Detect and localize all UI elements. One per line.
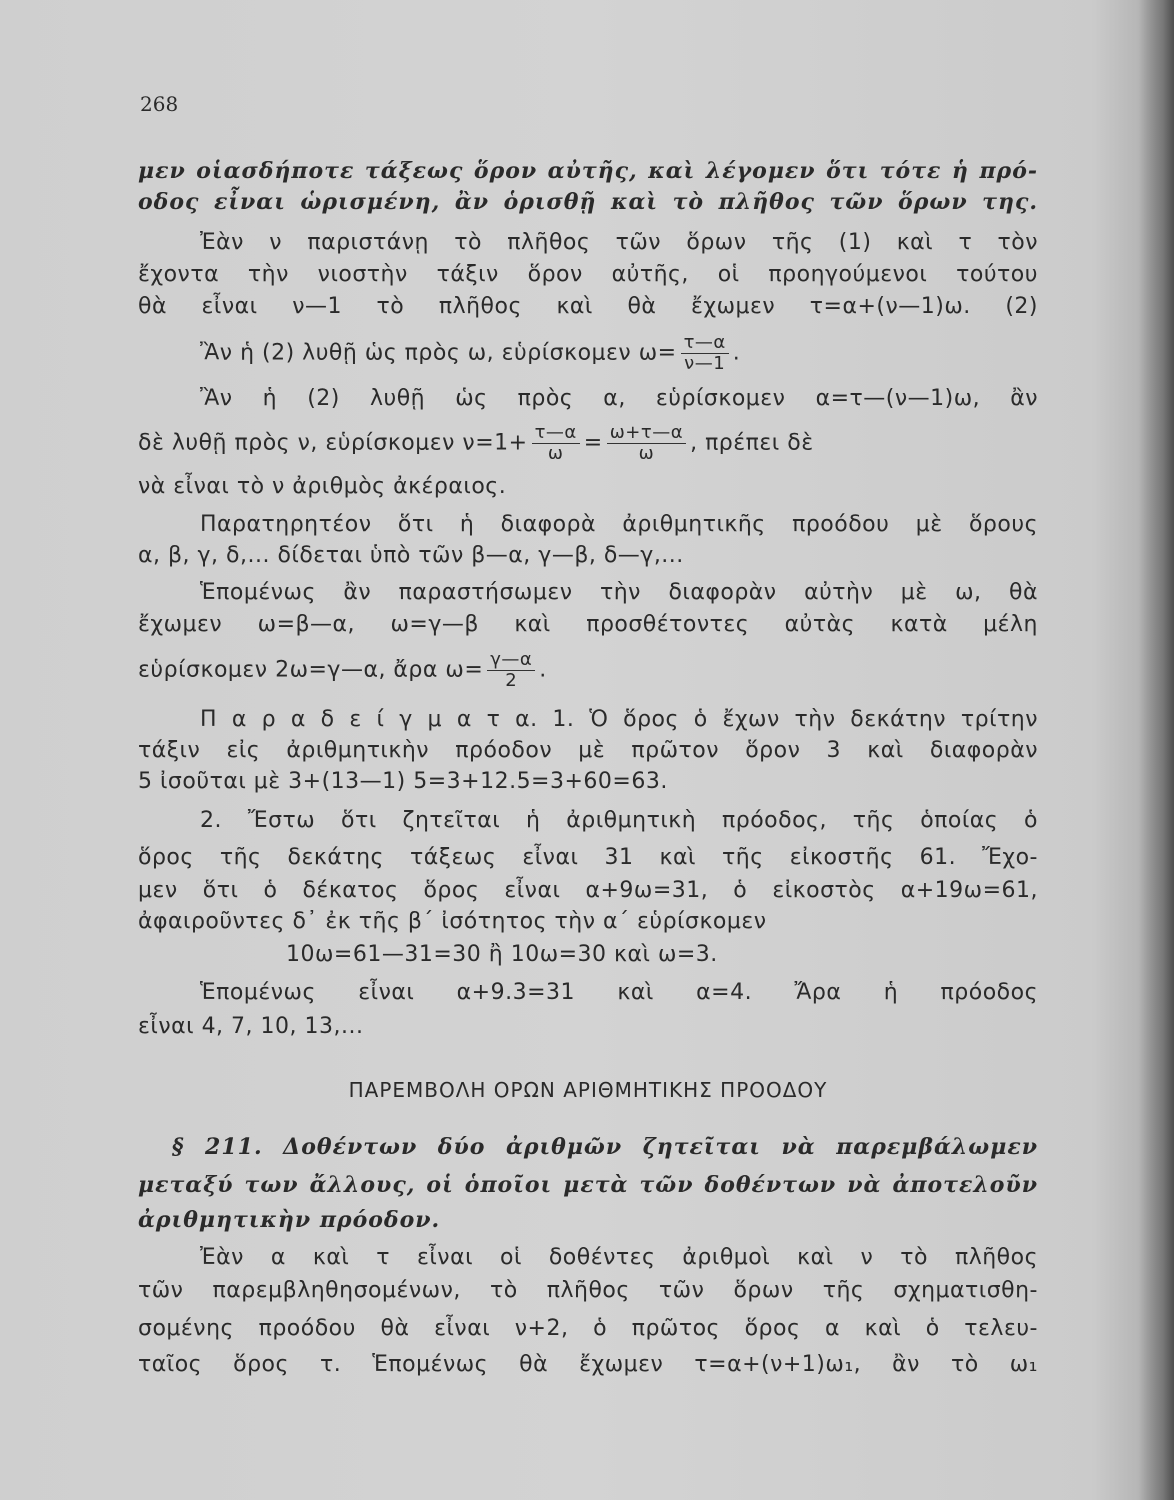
- text-line: οδος εἶναι ὡρισμένη, ἂν ὁρισθῇ καὶ τὸ πλῆθος τῶν ὅρων της.: [138, 189, 1038, 215]
- text-line: ἔχοντα τὴν νιοστὴν τάξιν ὅρον αὐτῆς, οἱ προηγούμενοι τούτου: [138, 262, 1038, 287]
- punctuation: .: [539, 657, 547, 683]
- fraction: [487, 650, 535, 691]
- fraction-numerator: τ—α: [532, 423, 580, 444]
- fraction-numerator: γ—α: [487, 650, 535, 671]
- text-line: εἶναι 4, 7, 10, 13,...: [138, 1014, 364, 1039]
- text-line: θὰ εἶναι ν—1 τὸ πλῆθος καὶ θὰ ἔχωμεν τ=α+(ν—1)ω. (2): [138, 294, 1038, 319]
- fraction-denominator: ν—1: [684, 353, 726, 374]
- text-line: ἀφαιροῦντες δ᾿ ἐκ τῆς β΄ ἰσότητος τὴν α΄ εὑρίσκομεν: [138, 909, 767, 934]
- text-line: Ἂν ἡ (2) λυθῇ ὡς πρὸς α, εὑρίσκομεν α=τ—(ν—1)ω, ἂν: [200, 386, 1038, 411]
- text-segment: εὑρίσκομεν 2ω=γ—α, ἄρα ω=: [138, 657, 484, 683]
- text-line: 2. Ἔστω ὅτι ζητεῖται ἡ ἀριθμητικὴ πρόοδος, τῆς ὁποίας ὁ: [200, 808, 1038, 833]
- text-line: α, β, γ, δ,... δίδεται ὑπὸ τῶν β—α, γ—β, δ—γ,...: [138, 543, 684, 568]
- page-number: 268: [140, 92, 179, 116]
- fraction: [532, 423, 580, 464]
- text-line: 10ω=61—31=30 ἢ 10ω=30 καὶ ω=3.: [286, 942, 718, 967]
- text-line: 5 ἰσοῦται μὲ 3+(13—1) 5=3+12.5=3+60=63.: [138, 769, 668, 794]
- text-segment: , πρέπει δὲ: [690, 430, 814, 456]
- text-line: Ἑπομένως εἶναι α+9.3=31 καὶ α=4. Ἄρα ἡ πρόοδος: [200, 980, 1038, 1005]
- text-line: ἔχωμεν ω=β—α, ω=γ—β καὶ προσθέτοντες αὐτὰς κατὰ μέλη: [138, 612, 1038, 637]
- fraction: [681, 333, 729, 374]
- text-line: Παρατηρητέον ὅτι ἡ διαφορὰ ἀριθμητικῆς προόδου μὲ ὅρους: [200, 512, 1038, 537]
- text-segment: δὲ λυθῇ πρὸς ν, εὑρίσκομεν ν=1+: [138, 430, 528, 456]
- theorem-line: § 211. Δοθέντων δύο ἀριθμῶν ζητεῖται νὰ παρεμβάλωμεν: [172, 1134, 1038, 1160]
- text-line: ταῖος ὅρος τ. Ἑπομένως θὰ ἔχωμεν τ=α+(ν+1)ω₁, ἂν τὸ ω₁: [138, 1352, 1038, 1377]
- text-line: [200, 333, 1038, 374]
- text-line: μεν ὅτι ὁ δέκατος ὅρος εἶναι α+9ω=31, ὁ εἰκοστὸς α+19ω=61,: [138, 878, 1038, 903]
- text-line: νὰ εἶναι τὸ ν ἀριθμὸς ἀκέραιος.: [138, 474, 507, 499]
- text-line: Ἑπομένως ἂν παραστήσωμεν τὴν διαφορὰν αὐτὴν μὲ ω, θὰ: [200, 580, 1038, 605]
- fraction-numerator: ω+τ—α: [607, 423, 686, 444]
- theorem-line: μεταξύ των ἄλλους, οἱ ὁποῖοι μετὰ τῶν δοθέντων νὰ ἀποτελοῦν: [138, 1172, 1038, 1198]
- fraction-denominator: 2: [505, 670, 518, 691]
- punctuation: .: [732, 340, 741, 366]
- text-line: μεν οἱασδήποτε τάξεως ὅρον αὐτῆς, καὶ λέγομεν ὅτι τότε ἡ πρό-: [138, 158, 1038, 184]
- theorem-line: ἀριθμητικὴν πρόοδον.: [138, 1207, 441, 1233]
- text-line: τῶν παρεμβληθησομένων, τὸ πλῆθος τῶν ὅρων τῆς σχηματισθη-: [138, 1278, 1038, 1303]
- fraction-numerator: τ—α: [681, 333, 729, 354]
- text-line: Π α ρ α δ ε ί γ μ α τ α. 1. Ὁ ὅρος ὁ ἔχων τὴν δεκάτην τρίτην: [200, 707, 1038, 732]
- text-line: Ἐὰν ν παριστάνῃ τὸ πλῆθος τῶν ὅρων τῆς (1) καὶ τ τὸν: [200, 230, 1038, 255]
- fraction-denominator: ω: [547, 443, 564, 464]
- text-line: ὅρος τῆς δεκάτης τάξεως εἶναι 31 καὶ τῆς εἰκοστῆς 61. Ἔχο-: [138, 845, 1038, 870]
- fraction: [607, 423, 686, 464]
- text-line: [138, 423, 1038, 464]
- text-line: [138, 650, 1038, 691]
- equals-sign: =: [583, 430, 603, 456]
- text-line: σομένης προόδου θὰ εἶναι ν+2, ὁ πρῶτος ὅρος α καὶ ὁ τελευ-: [138, 1316, 1038, 1341]
- fraction-denominator: ω: [638, 443, 655, 464]
- text-line: τάξιν εἰς ἀριθμητικὴν πρόοδον μὲ πρῶτον ὅρον 3 καὶ διαφορὰν: [138, 738, 1038, 763]
- section-heading: ΠΑΡΕΜΒΟΛΗ ΟΡΩΝ ΑΡΙΘΜΗΤΙΚΗΣ ΠΡΟΟΔΟΥ: [348, 1078, 828, 1102]
- page-edge-shadow: [1138, 0, 1174, 1500]
- text-segment: Ἂν ἡ (2) λυθῇ ὡς πρὸς ω, εὑρίσκομεν ω=: [200, 340, 677, 366]
- text-line: Ἐὰν α καὶ τ εἶναι οἱ δοθέντες ἀριθμοὶ καὶ ν τὸ πλῆθος: [200, 1245, 1038, 1270]
